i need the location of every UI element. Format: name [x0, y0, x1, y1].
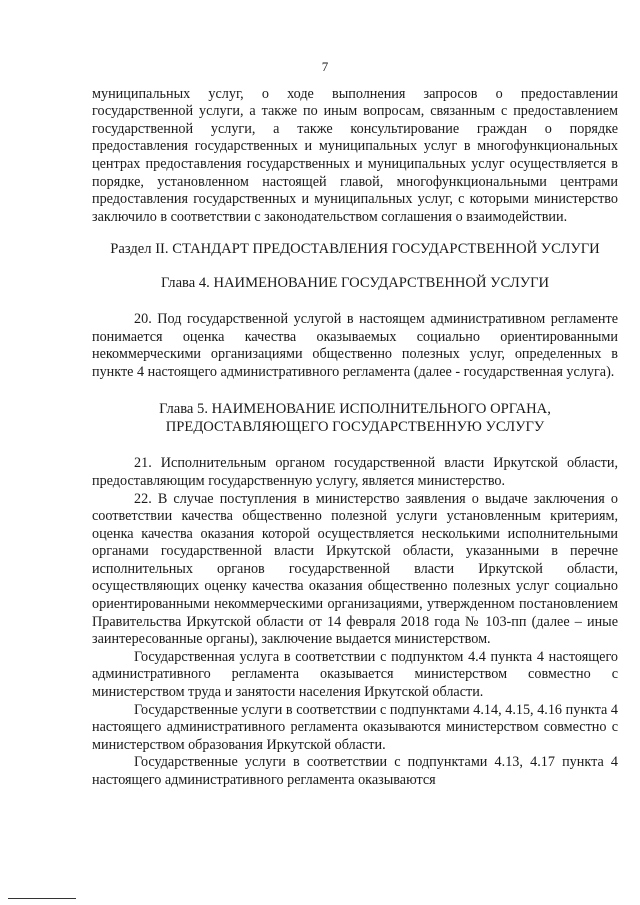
intro-paragraph: муниципальных услуг, о ходе выполнения запросов о предоставлении государственной услуги, а также по иным вопросам, связанным с предоставлением государственной услуги, а также консультирование граждан о порядке предоставления государственных и муниципальных услуг в многофункциональных центрах предоставления государственных и муниципальных услуг осуществляется в порядке, установленном настоящей главой, многофункциональными центрами предоставления государственных и муниципальных услуг, с которыми министерство заключило в соответствии с законодательством соглашения о взаимодействии.: [92, 85, 618, 225]
chapter-5-title: [92, 400, 618, 436]
chapter-4-title: Глава 4. НАИМЕНОВАНИЕ ГОСУДАРСТВЕННОЙ УСЛУГИ: [160, 274, 550, 291]
paragraph-education-ministry: Государственные услуги в соответствии с подпунктами 4.14, 4.15, 4.16 пункта 4 настоящего административного регламента оказываются министерством совместно с министерством образования Иркутской области.: [92, 701, 618, 753]
paragraph-22: 22. В случае поступления в министерство заявления о выдаче заключения о соответствии качества общественно полезной услуги установленным критериям, оценка качества оказания которой осуществляется несколькими исполнительными органами государственной власти Иркутской области, указанными в перечне исполнительных органов государственной власти Иркутской области, осуществляющих оценку качества оказания общественно полезных услуг социально ориентированными некоммерческими организациями, утвержденном постановлением Правительства Иркутской области от 14 февраля 2018 года № 103-пп (далее – иные заинтересованные органы), заключение выдается министерством.: [92, 490, 618, 648]
page-number: 7: [321, 59, 329, 74]
paragraph-20: 20. Под государственной услугой в настоящем административном регламенте понимается оценка качества оказываемых социально ориентированными некоммерческими организациями общественно полезных услуг, определенных в пункте 4 настоящего административного регламента (далее - государственная услуга).: [92, 310, 618, 380]
paragraph-continued: Государственные услуги в соответствии с подпунктами 4.13, 4.17 пункта 4 настоящего административного регламента оказываются: [92, 754, 618, 788]
section-title: Раздел II. СТАНДАРТ ПРЕДОСТАВЛЕНИЯ ГОСУДАРСТВЕННОЙ УСЛУГИ: [110, 241, 600, 258]
footnote-divider: [8, 898, 76, 899]
paragraph-21: 21. Исполнительным органом государственной власти Иркутской области, предоставляющим государственную услугу, является министерство.: [92, 455, 618, 489]
chapter-5-title-line-1: Глава 5. НАИМЕНОВАНИЕ ИСПОЛНИТЕЛЬНОГО ОРГАНА,: [159, 401, 551, 418]
chapter-5-title-line-2: ПРЕДОСТАВЛЯЮЩЕГО ГОСУДАРСТВЕННУЮ УСЛУГУ: [165, 419, 545, 436]
paragraph-labor-ministry: Государственная услуга в соответствии с подпунктом 4.4 пункта 4 настоящего административного регламента оказывается министерством совместно с министерством труда и занятости населения Иркутской области.: [92, 648, 618, 701]
